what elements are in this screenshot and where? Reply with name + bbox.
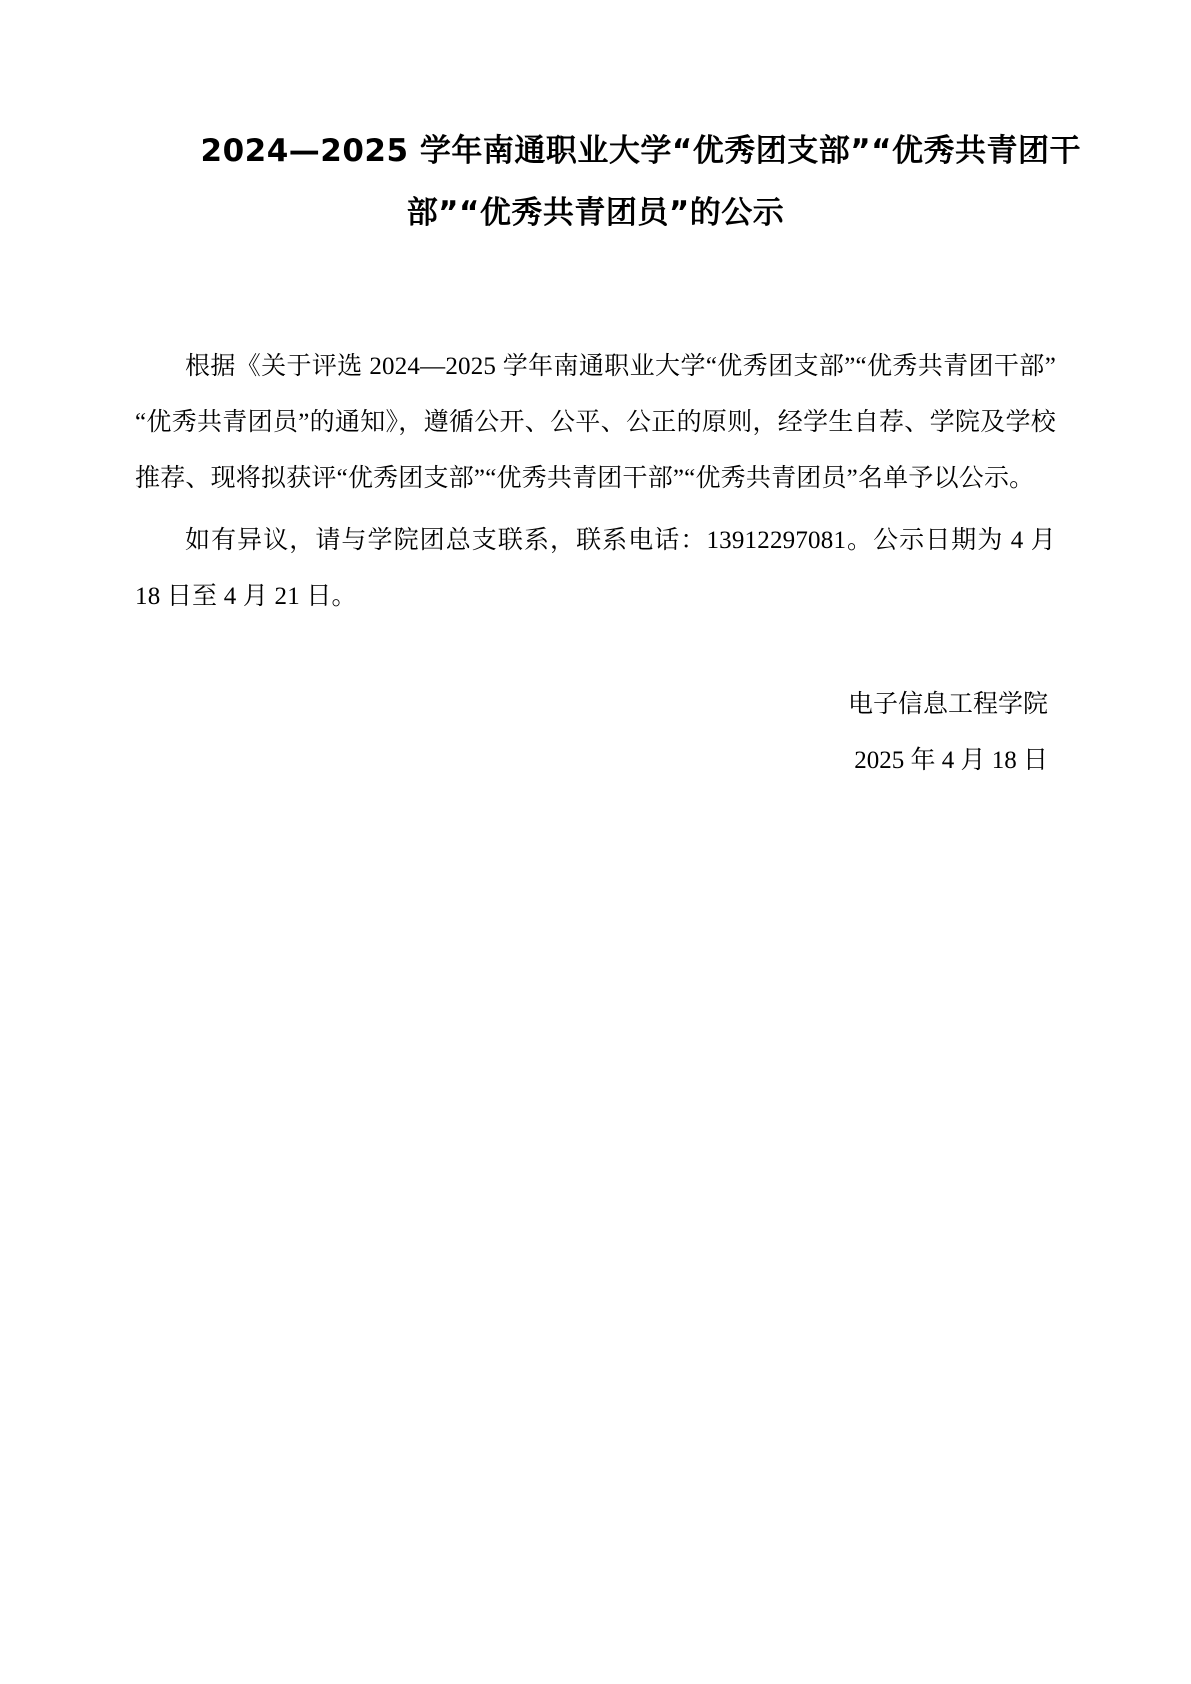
body-paragraph-2: 如有异议，请与学院团总支联系，联系电话：13912297081。公示日期为 4 月 18 日至 4 月 21 日。 [135, 527, 1056, 610]
signature-date: 2025 年 4 月 18 日 [854, 747, 1048, 774]
signature-block [135, 677, 1056, 789]
page-title-line-2: 部”“优秀共青团员”的公示 [406, 195, 785, 231]
body-paragraph-1: 根据《关于评选 2024—2025 学年南通职业大学“优秀团支部”“优秀共青团干部”“优秀共青团员”的通知》，遵循公开、公平、公正的原则，经学生自荐、学院及学校推荐、现将拟获评“优秀团支部”“优秀共青团干部”“优秀共青团员”名单予以公示。 [135, 353, 1056, 492]
document-body [135, 339, 1056, 625]
page-title-line-1: 2024—2025 学年南通职业大学“优秀团支部”“优秀共青团干 [200, 133, 1081, 169]
signature-organization: 电子信息工程学院 [847, 691, 1048, 718]
page-title [200, 120, 1081, 244]
